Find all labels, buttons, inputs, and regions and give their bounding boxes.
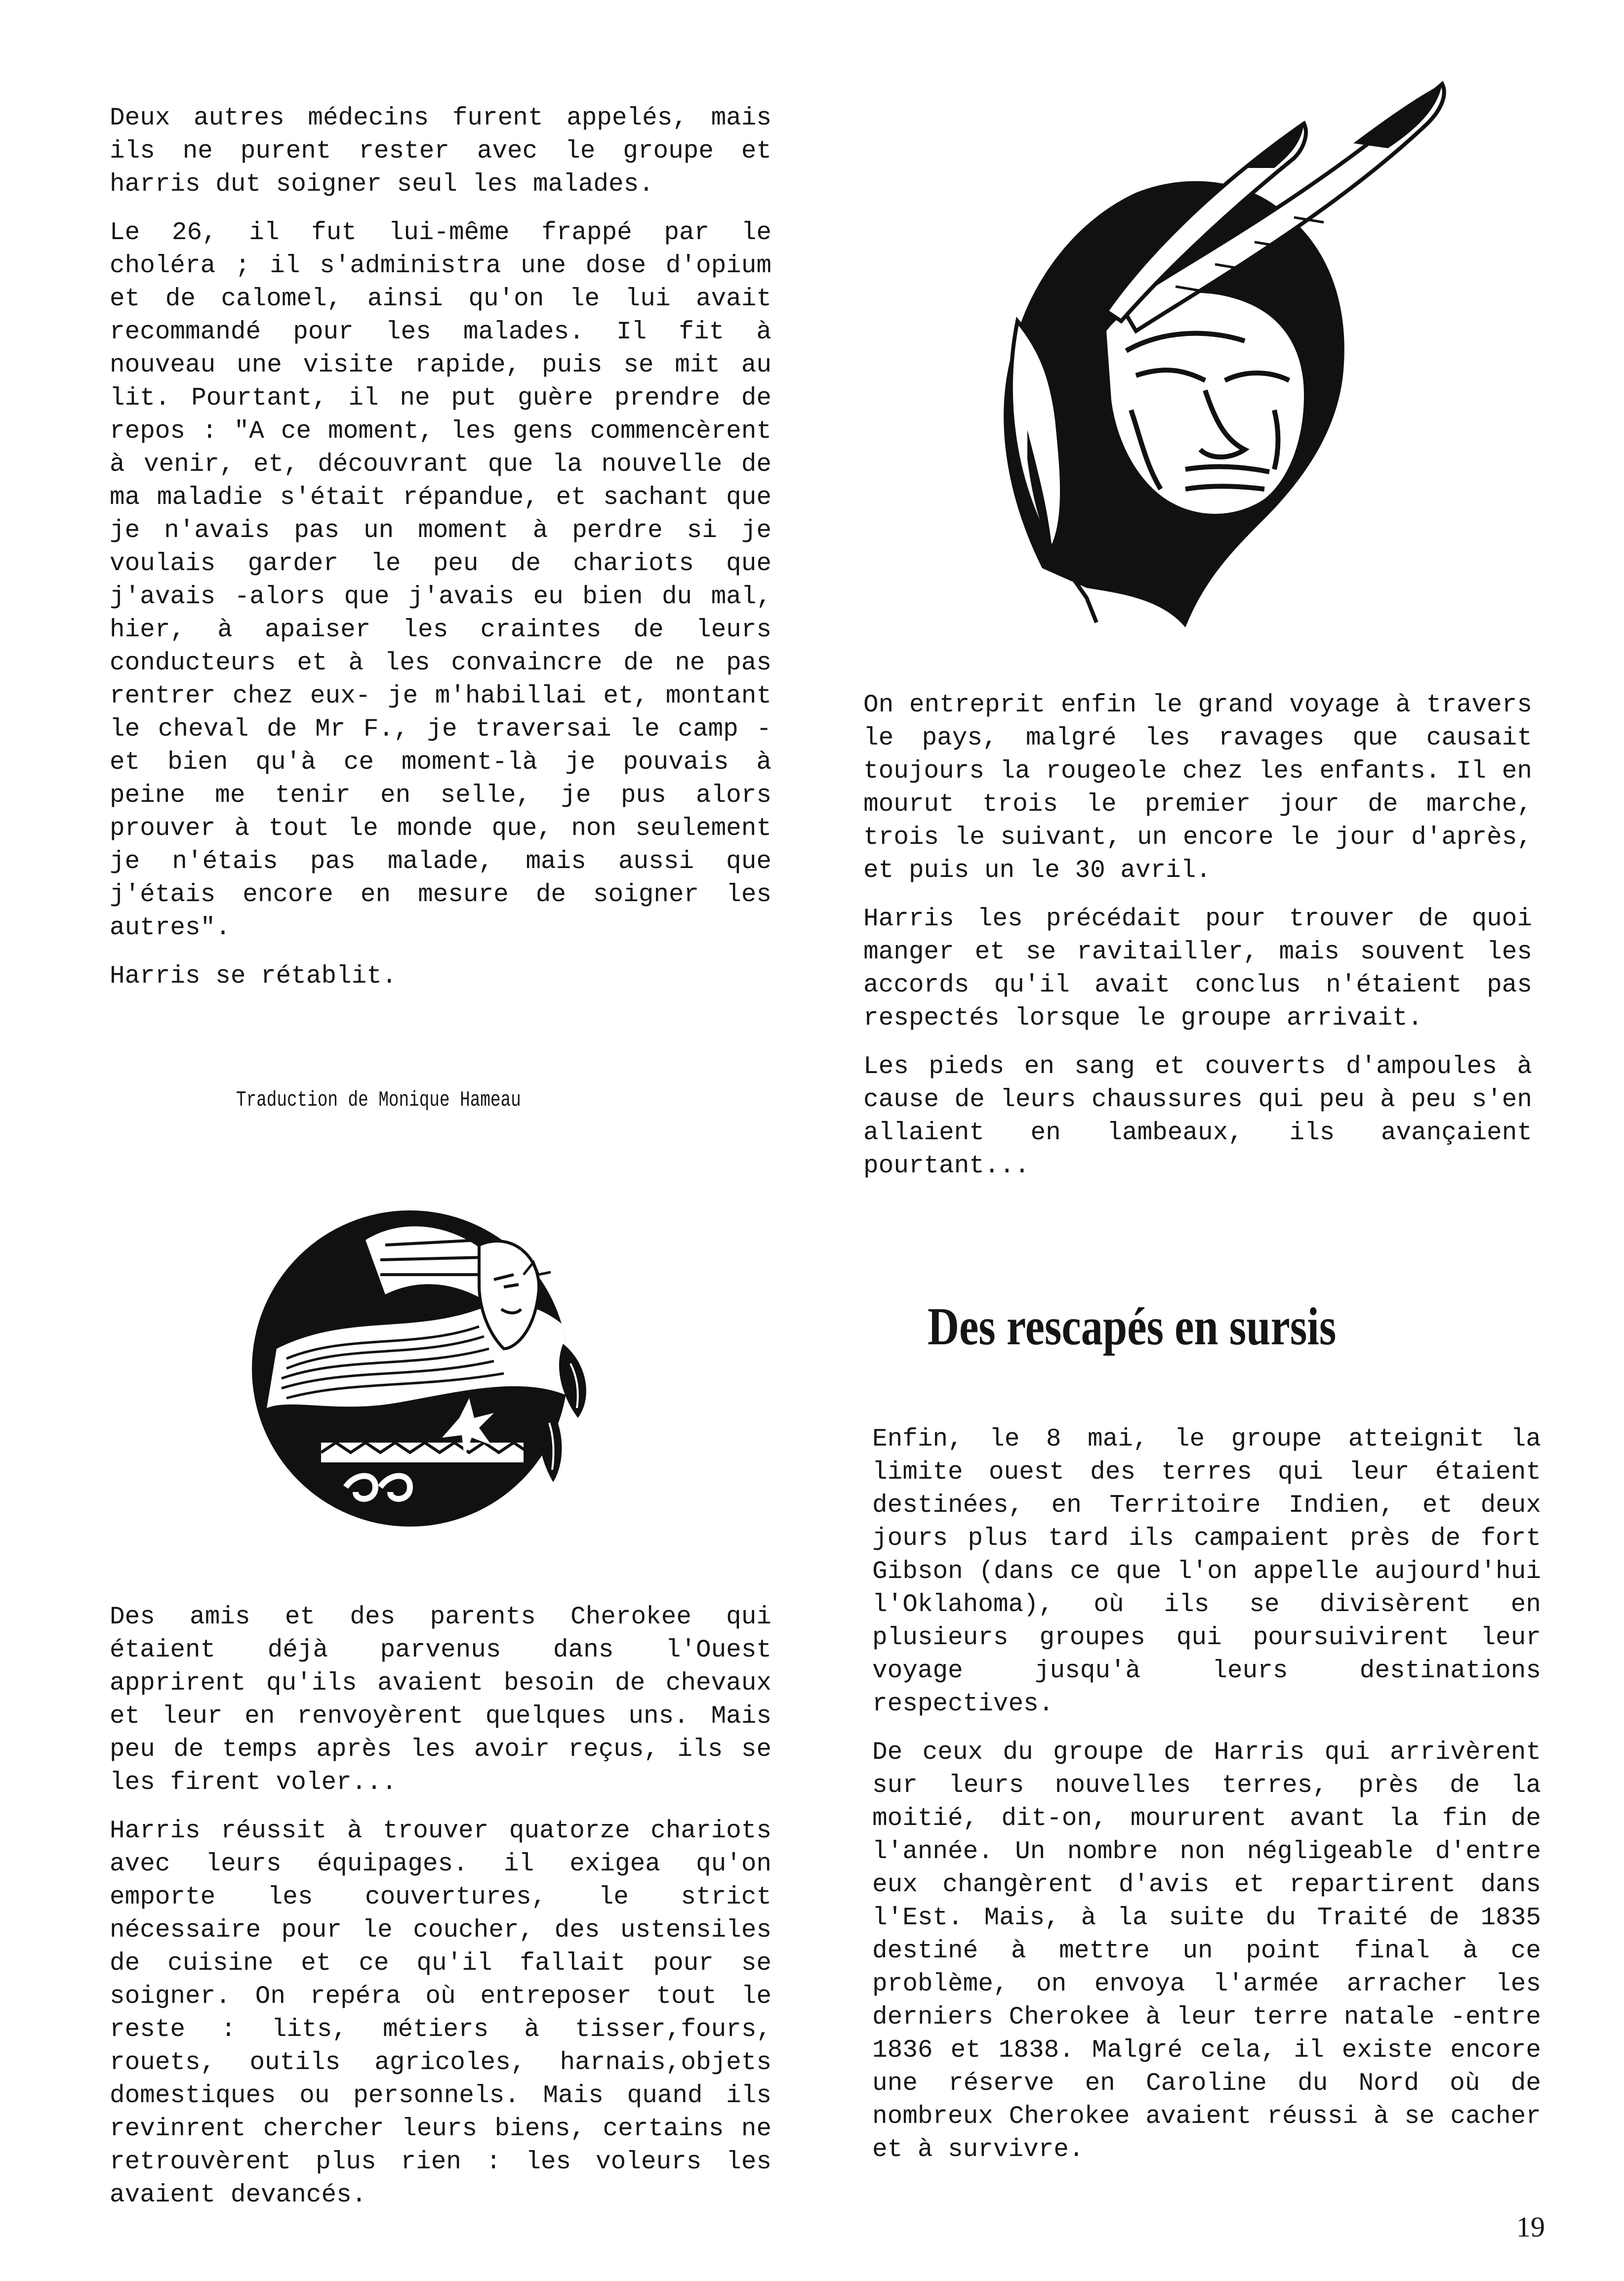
paragraph: Enfin, le 8 mai, le groupe atteignit la limite ouest des terres qui leur étaient destinées, en Territoire Indien, et deux jours plus tard ils campaient près de fort Gibson (dans ce que l'on appelle aujourd'hui l'Oklahoma), où ils se divisèrent en plusieurs groupes qui poursuivirent leur voyage jusqu'à leurs destinations respectives. — [872, 1425, 1541, 1718]
right-column-bottom — [872, 1423, 1541, 2182]
left-column-bottom — [110, 1601, 771, 2227]
paragraph: On entreprit enfin le grand voyage à travers le pays, malgré les ravages que causait toujours la rougeole chez les enfants. Il en mourut trois le premier jour de marche, trois le suivant, un encore le jour d'après, et puis un le 30 avril. — [863, 691, 1532, 885]
cherokee-woman-illustration — [247, 1186, 691, 1551]
paragraph: Harris les précédait pour trouver de quoi manger et se ravitailler, mais souvent les accords qu'il avait conclus n'étaient pas respectés lorsque le groupe arrivait. — [863, 905, 1532, 1033]
paragraph: Harris réussit à trouver quatorze chariots avec leurs équipages. il exigea qu'on emporte les couvertures, le strict nécessaire pour le coucher, des ustensiles de cuisine et ce qu'il fallait pour se soigner. On repéra où entreposer tout le reste : lits, métiers à tisser,fours, rouets, outils agricoles, harnais,objets domestiques ou personnels. Mais quand ils revinrent chercher leurs biens, certains ne retrouvèrent plus rien : les voleurs les avaient devancés. — [110, 1817, 771, 2209]
native-chief-portrait-illustration — [929, 74, 1536, 667]
section-heading: Des rescapés en sursis — [928, 1297, 1337, 1356]
translation-credit: Traduction de Monique Hameau — [236, 1088, 521, 1113]
paragraph: Deux autres médecins furent appelés, mais ils ne purent rester avec le groupe et harris dut soigner seul les malades. — [110, 104, 771, 199]
left-column-top — [110, 102, 771, 1008]
paragraph: Harris se rétablit. — [110, 962, 397, 991]
paragraph: Le 26, il fut lui-même frappé par le choléra ; il s'administra une dose d'opium et de calomel, ainsi qu'on le lui avait recommandé pour les malades. Il fit à nouveau une visite rapide, puis se mit au lit. Pourtant, il ne put guère prendre de repos : "A ce moment, les gens commencèrent à venir, et, découvrant que la nouvelle de ma maladie s'était répandue, et sachant que je n'avais pas un moment à perdre si je voulais garder le peu de chariots que j'avais -alors que j'avais eu bien du mal, hier, à apaiser les craintes de leurs conducteurs et à les convaincre de ne pas rentrer chez eux- je m'habillai et, montant le cheval de Mr F., je traversai le camp -et bien qu'à ce moment-là je pouvais à peine me tenir en selle, je pus alors prouver à tout le monde que, non seulement je n'étais pas malade, mais aussi que j'étais encore en mesure de soigner les autres". — [110, 219, 771, 942]
paragraph: Les pieds en sang et couverts d'ampoules à cause de leurs chaussures qui peu à peu s'en allaient en lambeaux, ils avançaient pourtant... — [863, 1053, 1532, 1180]
right-column-top — [863, 689, 1532, 1198]
paragraph: De ceux du groupe de Harris qui arrivèrent sur leurs nouvelles terres, près de la moitié, dit-on, moururent avant la fin de l'année. Un nombre non négligeable d'entre eux changèrent d'avis et repartirent dans l'Est. Mais, à la suite du Traité de 1835 destiné à mettre un point final à ce problème, on envoya l'armée arracher les derniers Cherokee à leur terre natale -entre 1836 et 1838. Malgré cela, il existe encore une réserve en Caroline du Nord où de nombreux Cherokee avaient réussi à se cacher et à survivre. — [872, 1739, 1541, 2164]
page-number: 19 — [1516, 2211, 1545, 2243]
paragraph: Des amis et des parents Cherokee qui étaient déjà parvenus dans l'Ouest apprirent qu'ils avaient besoin de chevaux et leur en renvoyèrent quelques uns. Mais peu de temps après les avoir reçus, ils se les firent voler... — [110, 1603, 771, 1797]
